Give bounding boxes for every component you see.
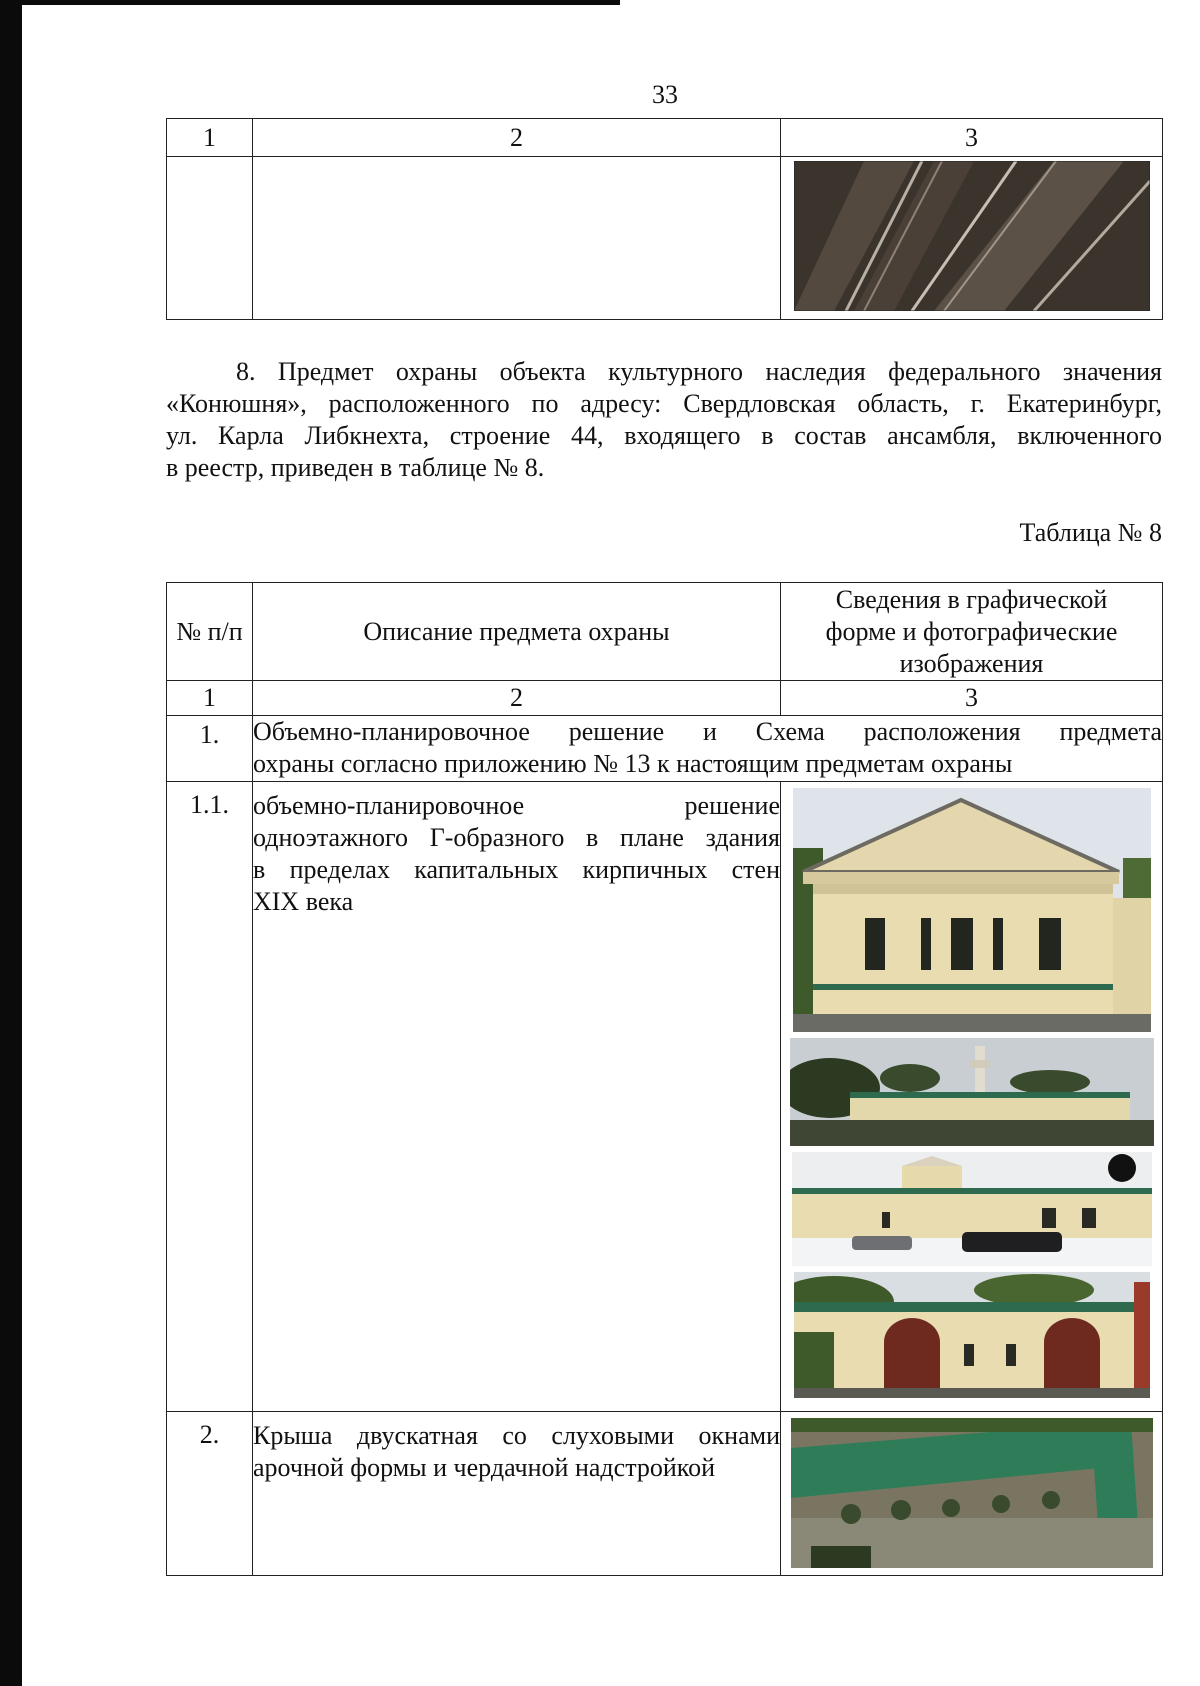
table-row [167, 782, 1163, 1412]
table-header-row [167, 119, 1163, 157]
row-text-line: Объемно-планировочное решение и Схема расположения предмета [253, 717, 1162, 746]
row-description [253, 716, 1163, 782]
page-number: 33 [652, 80, 678, 109]
column-number: 2 [253, 681, 781, 716]
table-header-row [167, 583, 1163, 681]
panorama-photo-icon [790, 1038, 1154, 1146]
row-text-line: арочной формы и чердачной надстройкой [253, 1453, 716, 1482]
row-text-line: XIX века [253, 887, 354, 916]
aerial-roof-photo-icon [791, 1418, 1153, 1568]
continued-table [166, 118, 1163, 320]
photo-cell [781, 157, 1163, 320]
empty-cell [253, 157, 781, 320]
column-number: 3 [781, 681, 1163, 716]
table-row [167, 716, 1163, 782]
column-numbering-row [167, 681, 1163, 716]
row-text-line: в пределах капитальных кирпичных стен [253, 855, 780, 884]
photo-cell [781, 1412, 1163, 1576]
row-text-line: объемно-планировочное решение [253, 791, 780, 820]
col-1-header: 1 [167, 119, 253, 157]
column-detail-photo-icon [794, 161, 1150, 311]
col-2-header: 2 [253, 119, 781, 157]
paragraph-line: ул. Карла Либкнехта, строение 44, входящего в состав ансамбля, включенного [166, 421, 1162, 450]
row-text-line: Крыша двускатная со слуховыми окнами [253, 1421, 780, 1450]
paragraph-line: 8. Предмет охраны объекта культурного наследия федерального значения [236, 357, 1162, 386]
description-header: Описание предмета охраны [253, 583, 781, 681]
table-caption: Таблица № 8 [1019, 518, 1162, 547]
row-text-line: охраны согласно приложению № 13 к настоящим предметам охраны [253, 749, 1013, 778]
col-3-header: 3 [781, 119, 1163, 157]
row-description [253, 782, 781, 1412]
row-description [253, 1412, 781, 1576]
row-number: 2. [167, 1412, 253, 1576]
table-row [167, 157, 1163, 320]
photo-cell [781, 782, 1163, 1412]
scan-edge-top [0, 0, 620, 5]
row-number: 1.1. [167, 782, 253, 1412]
protection-subject-table [166, 582, 1163, 1576]
empty-cell [167, 157, 253, 320]
table-row [167, 1412, 1163, 1576]
gate-facade-photo-icon [794, 1272, 1150, 1398]
row-number: 1. [167, 716, 253, 782]
scan-edge-left [0, 0, 22, 1686]
paragraph-line: в реестр, приведен в таблице № 8. [166, 453, 545, 482]
graphics-header: Сведения в графической форме и фотографические изображения [781, 583, 1163, 681]
paragraph-line: «Конюшня», расположенного по адресу: Свердловская область, г. Екатеринбург, [166, 389, 1162, 418]
num-header: № п/п [167, 583, 253, 681]
column-number: 1 [167, 681, 253, 716]
building-facade-photo-icon [793, 788, 1151, 1032]
courtyard-winter-photo-icon [792, 1152, 1152, 1266]
row-text-line: одноэтажного Г-образного в плане здания [253, 823, 780, 852]
section-paragraph [166, 356, 1162, 484]
